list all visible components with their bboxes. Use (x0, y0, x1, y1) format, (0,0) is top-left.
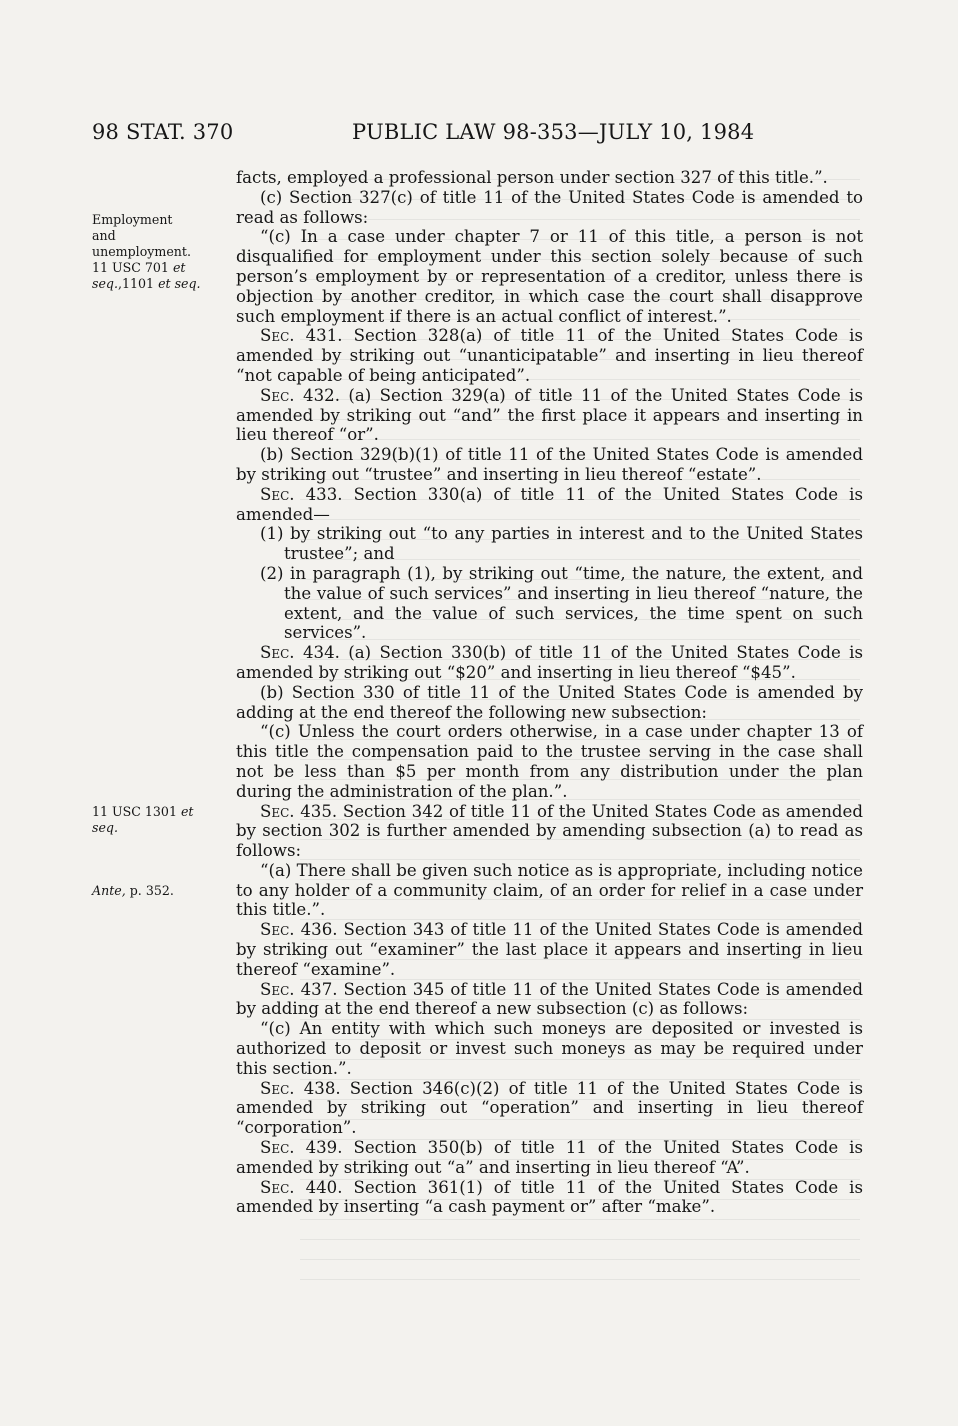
section-431 (236, 326, 863, 385)
section-label: Sec. 438. (260, 1078, 341, 1098)
section-label: Sec. 431. (260, 326, 343, 346)
margin-cite-italic: seq. (92, 276, 118, 291)
section-text: Section 350(b) of title 11 of the United States Code is amended by striking out “a” and inserting in lieu thereof “A”. (236, 1138, 863, 1177)
section-text: Section 328(a) of title 11 of the United States Code is amended by striking out “unanticipatable” and inserting in lieu thereof “not capable of being anticipated”. (236, 326, 863, 385)
quoted-subsection: “(c) Unless the court orders otherwise, in a case under chapter 13 of this title the compensation paid to the trustee serving in the case shall not be less than $5 per month from any distribution under the plan during the administration of the plan.”. (236, 722, 863, 801)
margin-cite: p. 352. (129, 883, 174, 898)
margin-note-ante (92, 883, 220, 899)
section-text: (a) Section 330(b) of title 11 of the United States Code is amended by striking out “$20” and inserting in lieu thereof “$45”. (236, 643, 863, 682)
section-label: Sec. 432. (260, 385, 340, 405)
stat-page-number: 98 STAT. 370 (92, 120, 234, 144)
section-label: Sec. 433. (260, 484, 343, 504)
page-header (92, 120, 882, 150)
margin-note-line (92, 804, 220, 820)
section-text: Section 330(a) of title 11 of the United States Code is amended— (236, 484, 863, 524)
section-label: Sec. 437. (260, 979, 338, 999)
margin-cite: 11 USC 701 (92, 260, 169, 275)
margin-note-line (92, 276, 220, 292)
numbered-paragraph: (2) in paragraph (1), by striking out “time, the nature, the extent, and the value of such services” and inserting in lieu thereof “nature, the extent, and the value of such services, the time spent on such services”. (260, 563, 863, 643)
section-436 (236, 920, 863, 979)
section-label: Sec. 439. (260, 1138, 343, 1158)
section-437 (236, 980, 863, 1020)
quoted-subsection: “(c) In a case under chapter 7 or 11 of this title, a person is not disqualified for employment under this section solely because of such person’s employment by or representation of a creditor, unless there is objection by another creditor, in which case the court shall disapprove such employment if there is an actual conflict of interest.”. (236, 227, 863, 326)
margin-cite: 11 USC 1301 (92, 804, 177, 819)
section-label: Sec. 434. (260, 643, 340, 663)
margin-note-1301 (92, 804, 220, 836)
section-432 (236, 386, 863, 445)
quoted-subsection: “(a) There shall be given such notice as is appropriate, including notice to any holder of a community claim, of an order for relief in a case under this title.”. (236, 860, 863, 920)
section-text: (a) Section 329(a) of title 11 of the United States Code is amended by striking out “and” the first place it appears and inserting in lieu thereof “or”. (236, 385, 863, 445)
margin-note-line: Employment (92, 212, 173, 227)
section-text: Section 343 of title 11 of the United States Code is amended by striking out “examiner” the last place it appears and inserting in lieu thereof “examine”. (236, 920, 863, 979)
section-label: Sec. 440. (260, 1177, 343, 1197)
section-text: Section 361(1) of title 11 of the United States Code is amended by inserting “a cash payment or” after “make”. (236, 1177, 863, 1217)
margin-cite-italic: et (180, 804, 194, 819)
paragraph: (b) Section 329(b)(1) of title 11 of the United States Code is amended by striking out “trustee” and inserting in lieu thereof “estate”. (236, 445, 863, 484)
statute-body (236, 168, 863, 1217)
numbered-paragraph: (1) by striking out “to any parties in interest and to the United States trustee”; and (260, 524, 863, 564)
paragraph: facts, employed a professional person under section 327 of this title.”. (236, 168, 828, 187)
margin-cite-italic: Ante, (92, 883, 126, 898)
paragraph: (c) Section 327(c) of title 11 of the United States Code is amended to read as follows: (236, 187, 863, 227)
margin-cite-italic: et seq. (158, 276, 201, 291)
section-434 (236, 643, 863, 683)
section-433 (236, 485, 863, 525)
section-435 (236, 802, 863, 861)
section-text: Section 342 of title 11 of the United States Code as amended by section 302 is further amended by amending subsection (a) to read as follows: (236, 801, 863, 861)
margin-note-line: unemployment. (92, 244, 191, 259)
section-label: Sec. 435. (260, 801, 338, 821)
margin-note-line (92, 260, 220, 276)
section-text: Section 345 of title 11 of the United States Code is amended by adding at the end thereof a new subsection (c) as follows: (236, 979, 863, 1019)
paragraph: (b) Section 330 of title 11 of the United States Code is amended by adding at the end thereof the following new subsection: (236, 682, 863, 722)
margin-cite-italic: seq. (92, 820, 118, 835)
margin-note-line: and (92, 228, 116, 243)
section-440 (236, 1178, 863, 1218)
section-text: Section 346(c)(2) of title 11 of the United States Code is amended by striking out “operation” and inserting in lieu thereof “corporation”. (236, 1078, 863, 1138)
running-head: PUBLIC LAW 98-353—JULY 10, 1984 (352, 120, 755, 144)
section-439 (236, 1138, 863, 1178)
section-label: Sec. 436. (260, 920, 338, 940)
section-438 (236, 1079, 863, 1138)
margin-note-employment (92, 212, 220, 292)
margin-cite: ,1101 (117, 276, 155, 291)
margin-note-line (92, 820, 220, 836)
margin-cite-italic: et (172, 260, 186, 275)
quoted-subsection: “(c) An entity with which such moneys are deposited or invested is authorized to deposit or invest such moneys as may be required under this section.”. (236, 1019, 863, 1078)
